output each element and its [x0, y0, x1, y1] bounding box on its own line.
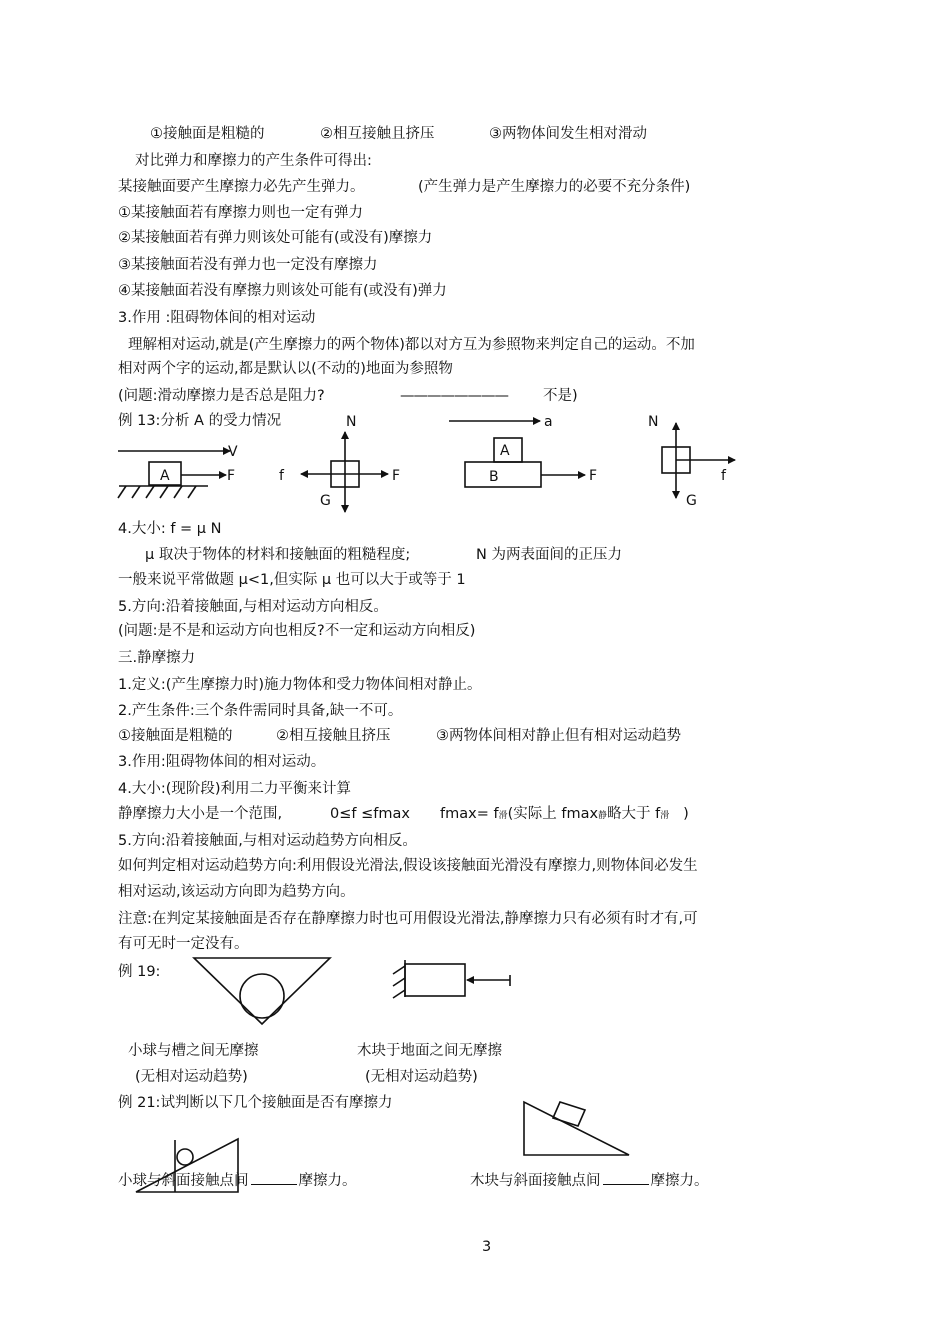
fig1-label-v: V	[228, 444, 238, 460]
figure-force-diagram-2	[662, 423, 735, 498]
figure-stacked-blocks	[449, 421, 585, 487]
static-conditions: 2.产生条件:三个条件需同时具备,缺一不可。	[118, 703, 403, 719]
conclusion-note: (产生弹力是产生摩擦力的必要不充分条件)	[418, 179, 691, 195]
cond-1: ①接触面是粗糙的	[150, 126, 265, 142]
conclusion: 某接触面要产生摩擦力必先产生弹力。	[118, 179, 365, 195]
trend-method-2: 相对运动,该运动方向即为趋势方向。	[118, 884, 355, 900]
note-2: 有可无时一定没有。	[118, 936, 249, 952]
fmax-eq: fmax= f	[440, 806, 499, 822]
example-19: 例 19:	[118, 964, 161, 980]
figure-block-on-ground	[118, 451, 230, 498]
sub-static: 静	[598, 811, 608, 821]
direction-question: (问题:是不是和运动方向也相反?不一定和运动方向相反)	[118, 623, 476, 639]
relative-motion-1: 理解相对运动,就是(产生摩擦力的两个物体)都以对方互为参照物来判定自己的运动。不加	[128, 337, 695, 353]
fig4-label-n: N	[648, 414, 659, 430]
static-effect: 3.作用:阻碍物体间的相对运动。	[118, 754, 326, 770]
fig2-label-n: N	[346, 414, 357, 430]
static-range-ineq: 0≤f ≤fmax	[330, 806, 410, 822]
relative-motion-2: 相对两个字的运动,都是默认以(不动的)地面为参照物	[118, 361, 453, 377]
fig4-label-g: G	[686, 493, 697, 509]
mu-note: μ 取决于物体的材料和接触面的粗糙程度;	[145, 547, 411, 563]
fig3-label-b: B	[489, 469, 499, 485]
mu-range: 一般来说平常做题 μ<1,但实际 μ 也可以大于或等于 1	[118, 572, 466, 588]
figure-block-on-incline	[524, 1102, 629, 1155]
section-static: 三.静摩擦力	[118, 650, 196, 666]
answer-block-text: 木块与斜面接触点间	[470, 1173, 601, 1189]
fig3-label-a: A	[500, 443, 510, 459]
static-size: 4.大小:(现阶段)利用二力平衡来计算	[118, 781, 352, 797]
note-1: 注意:在判定某接触面是否存在静摩擦力时也可用假设光滑法,静摩擦力只有必须有时才有,可	[118, 911, 698, 927]
static-definition: 1.定义:(产生摩擦力时)施力物体和受力物体间相对静止。	[118, 677, 482, 693]
fig1-label-f: F	[227, 468, 236, 484]
cond-2: ②相互接触且挤压	[320, 126, 435, 142]
point-3: ③某接触面若没有弹力也一定没有摩擦力	[118, 257, 378, 273]
point-4: ④某接触面若没有摩擦力则该处可能有(或没有)弹力	[118, 283, 447, 299]
sub-slide-2: 滑	[660, 811, 670, 821]
figure-ball-in-groove	[194, 958, 330, 1024]
fig3-label-a-arrow: a	[544, 414, 553, 430]
fig4-label-f: f	[721, 468, 726, 484]
example-13: 例 13:分析 A 的受力情况	[118, 413, 282, 429]
static-cond-1: ①接触面是粗糙的	[118, 728, 233, 744]
sub-slide: 滑	[498, 811, 508, 821]
cond-3: ③两物体间发生相对滑动	[489, 126, 647, 142]
question-answer: 不是)	[543, 388, 578, 404]
static-direction: 5.方向:沿着接触面,与相对运动趋势方向相反。	[118, 833, 417, 849]
fmax-note-2: 略大于 f	[607, 806, 661, 822]
static-range: 静摩擦力大小是一个范围,	[118, 806, 283, 822]
section-effect: 3.作用 :阻碍物体间的相对运动	[118, 310, 316, 326]
fig2-label-g: G	[320, 493, 331, 509]
fmax-close: )	[683, 806, 689, 822]
fig3-label-f: F	[589, 468, 598, 484]
point-2: ②某接触面若有弹力则该处可能有(或没有)摩擦力	[118, 230, 433, 246]
size-formula: 4.大小: f = μ N	[118, 521, 222, 537]
ball-caption: 小球与槽之间无摩擦	[128, 1043, 259, 1059]
answer-block-tail: 摩擦力。	[650, 1173, 709, 1189]
fig2-label-f-small: f	[279, 468, 284, 484]
fmax-note: (实际上 fmax	[507, 806, 599, 822]
point-1: ①某接触面若有摩擦力则也一定有弹力	[118, 205, 363, 221]
example-21: 例 21:试判断以下几个接触面是否有摩擦力	[118, 1095, 393, 1111]
fig1-label-a: A	[160, 468, 170, 484]
direction: 5.方向:沿着接触面,与相对运动方向相反。	[118, 599, 388, 615]
fig2-label-f: F	[392, 468, 401, 484]
answer-ball-text: 小球与斜面接触点间	[118, 1173, 249, 1189]
figure-ball-on-incline	[136, 1139, 238, 1192]
static-cond-2: ②相互接触且挤压	[276, 728, 391, 744]
static-cond-3: ③两物体间相对静止但有相对运动趋势	[436, 728, 681, 744]
page-number: 3	[482, 1239, 492, 1255]
block-caption-2: (无相对运动趋势)	[365, 1069, 478, 1085]
compare-intro: 对比弹力和摩擦力的产生条件可得出:	[135, 153, 372, 169]
question-dash: ————————	[400, 388, 508, 404]
ball-caption-2: (无相对运动趋势)	[135, 1069, 248, 1085]
figure-block-on-wall	[393, 960, 510, 998]
n-note: N 为两表面间的正压力	[476, 547, 622, 563]
question: (问题:滑动摩擦力是否总是阻力?	[118, 388, 325, 404]
trend-method-1: 如何判定相对运动趋势方向:利用假设光滑法,假设该接触面光滑没有摩擦力,则物体间必发生	[118, 858, 698, 874]
figure-force-diagram-1	[301, 432, 388, 512]
block-caption: 木块于地面之间无摩擦	[357, 1043, 502, 1059]
answer-ball-tail: 摩擦力。	[298, 1173, 357, 1189]
